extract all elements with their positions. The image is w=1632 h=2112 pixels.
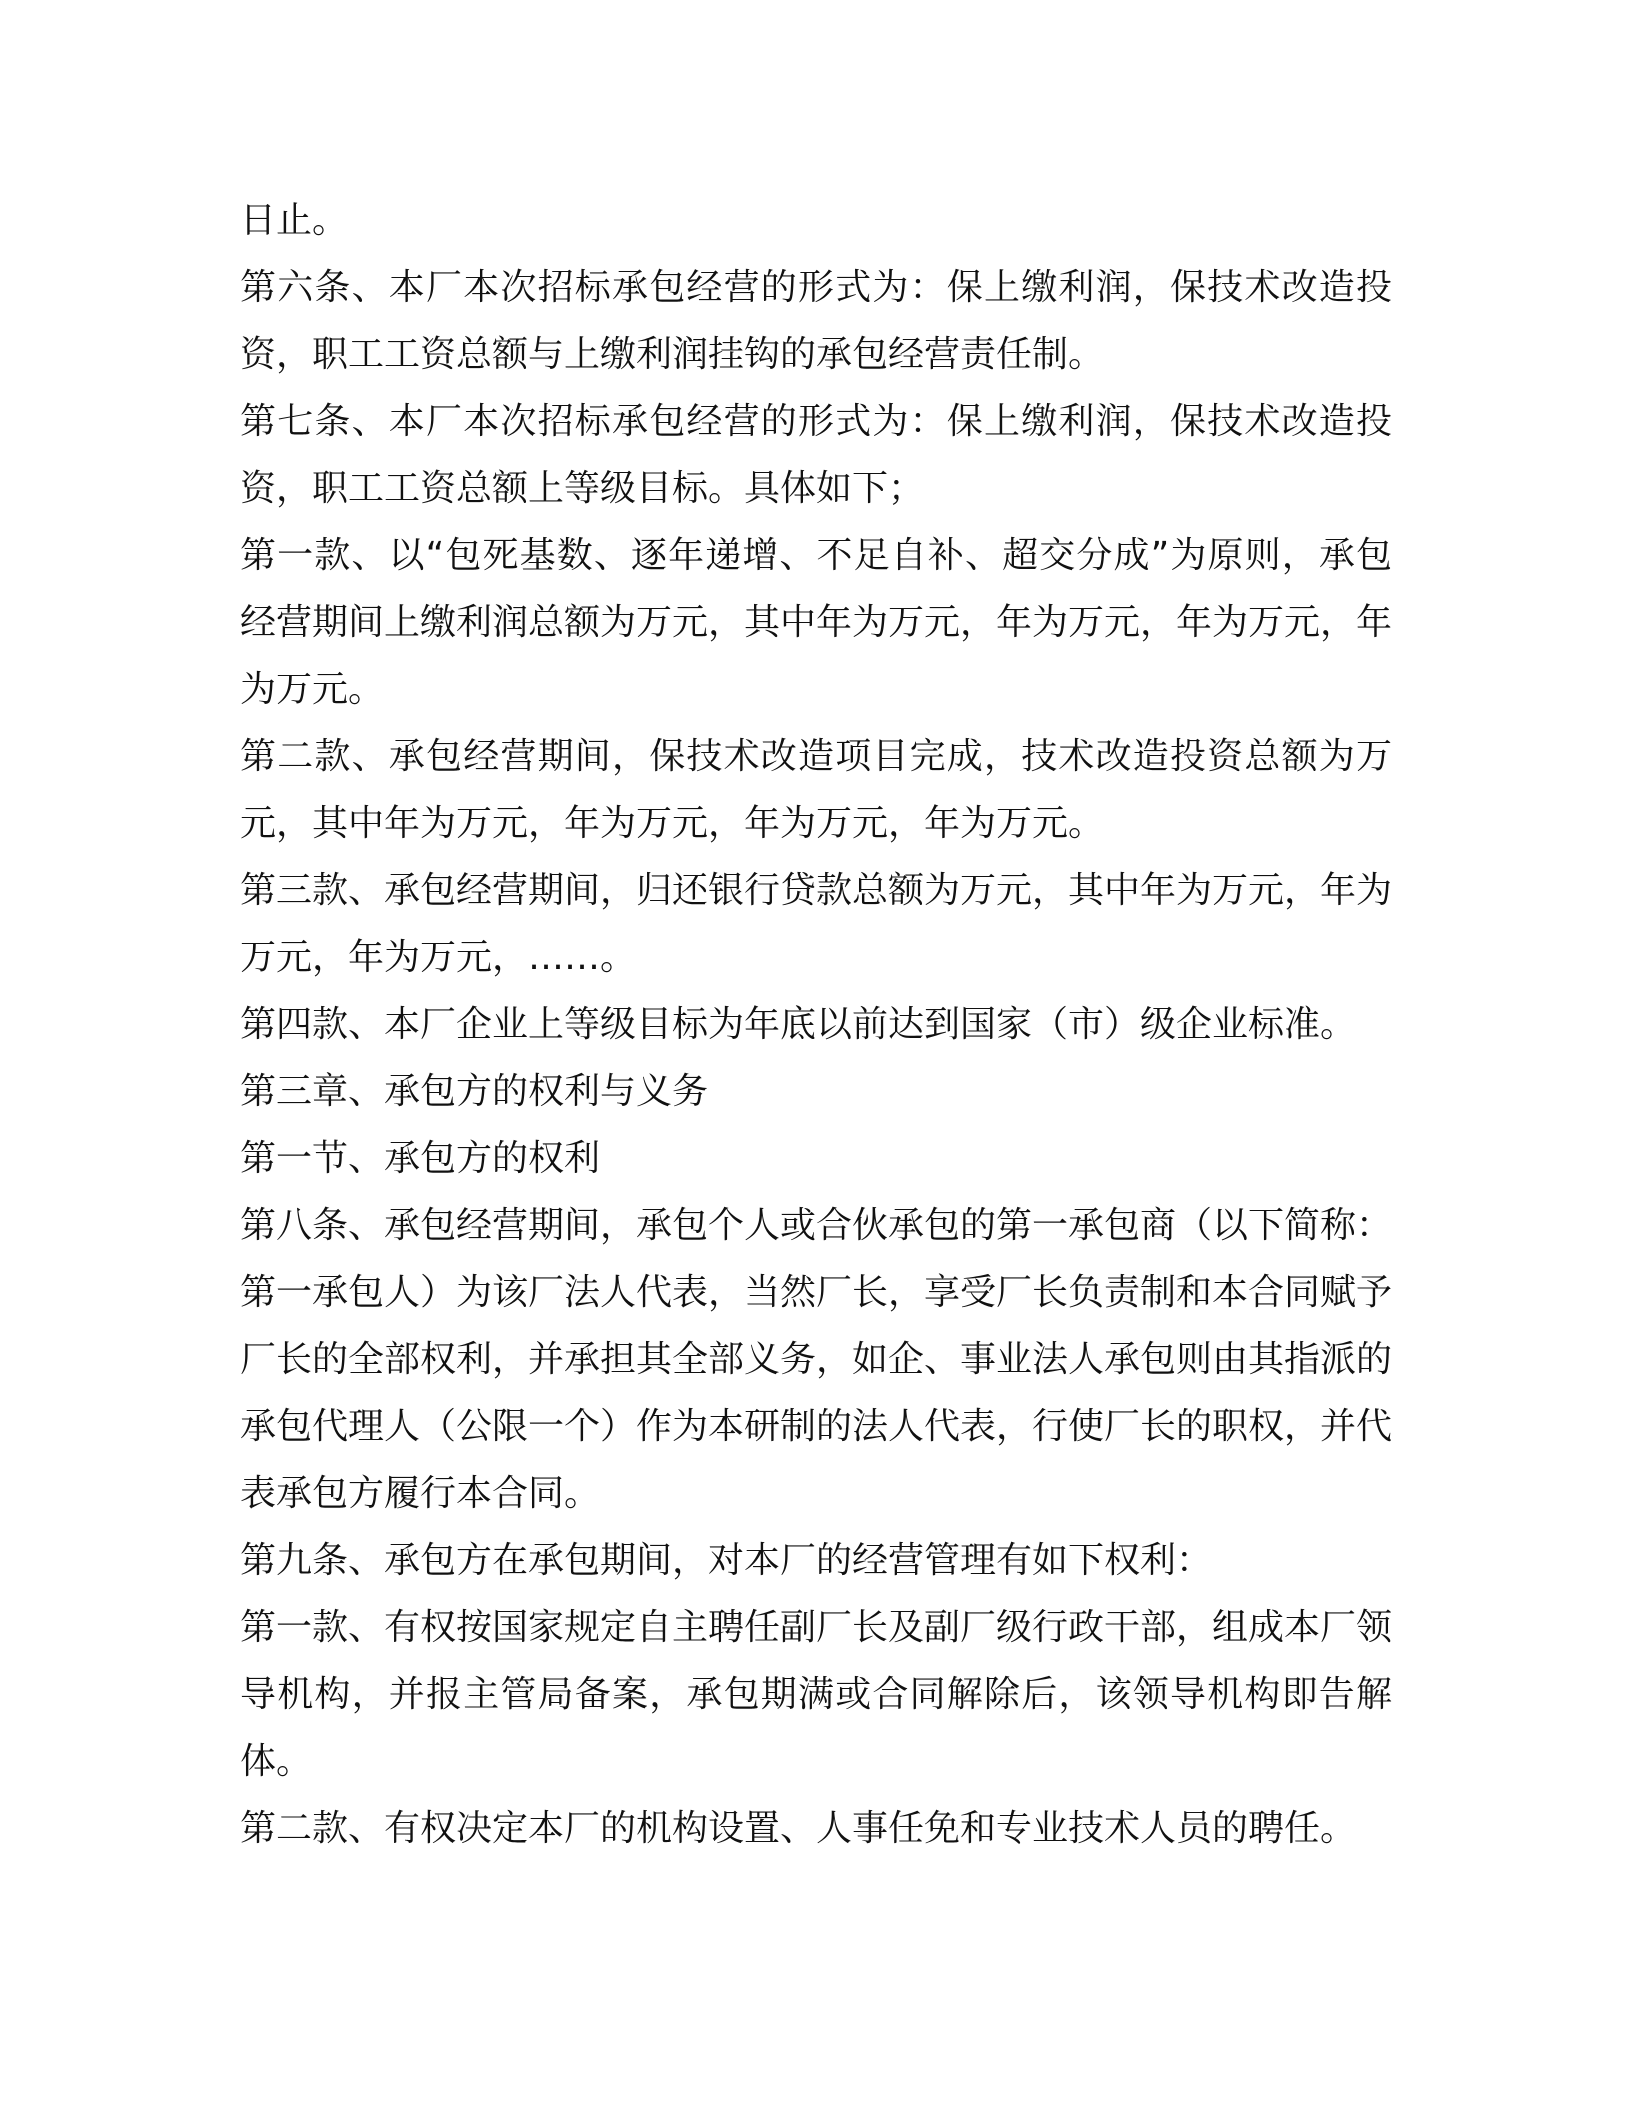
- paragraph-clause-3: 第三款、承包经营期间，归还银行贷款总额为万元，其中年为万元，年为万元，年为万元，……。: [240, 870, 1393, 978]
- paragraph-article-8: 第八条、承包经营期间，承包个人或合伙承包的第一承包商（以下简称：第一承包人）为该厂法人代表，当然厂长，享受厂长负责制和本合同赋予厂长的全部权利，并承担其全部义务，如企、事业法人承包则由其指派的承包代理人（公限一个）作为本研制的法人代表，行使厂长的职权，并代表承包方履行本合同。: [240, 1205, 1393, 1514]
- paragraph-article-6: 第六条、本厂本次招标承包经营的形式为：保上缴利润，保技术改造投资，职工工资总额与上缴利润挂钩的承包经营责任制。: [240, 267, 1392, 375]
- paragraph-end-date: 日止。: [240, 200, 349, 241]
- paragraph-article-9: 第九条、承包方在承包期间，对本厂的经营管理有如下权利：: [240, 1540, 1213, 1581]
- paragraph-clause-4: 第四款、本厂企业上等级目标为年底以前达到国家（市）级企业标准。: [240, 1004, 1357, 1045]
- paragraph-clause-1: 第一款、以“包死基数、逐年递增、不足自补、超交分成”为原则，承包经营期间上缴利润总额为万元，其中年为万元，年为万元，年为万元，年为万元。: [240, 535, 1393, 710]
- document-body: [240, 187, 1392, 1862]
- paragraph-article-9-clause-2: 第二款、有权决定本厂的机构设置、人事任免和专业技术人员的聘任。: [240, 1808, 1357, 1849]
- paragraph-clause-2: 第二款、承包经营期间，保技术改造项目完成，技术改造投资总额为万元，其中年为万元，年为万元，年为万元，年为万元。: [240, 736, 1392, 844]
- paragraph-article-7: 第七条、本厂本次招标承包经营的形式为：保上缴利润，保技术改造投资，职工工资总额上等级目标。具体如下；: [240, 401, 1392, 509]
- chapter-heading-3: 第三章、承包方的权利与义务: [240, 1071, 709, 1112]
- section-heading-1: 第一节、承包方的权利: [240, 1138, 601, 1179]
- paragraph-article-9-clause-1: 第一款、有权按国家规定自主聘任副厂长及副厂级行政干部，组成本厂领导机构，并报主管局备案，承包期满或合同解除后，该领导机构即告解体。: [240, 1607, 1393, 1782]
